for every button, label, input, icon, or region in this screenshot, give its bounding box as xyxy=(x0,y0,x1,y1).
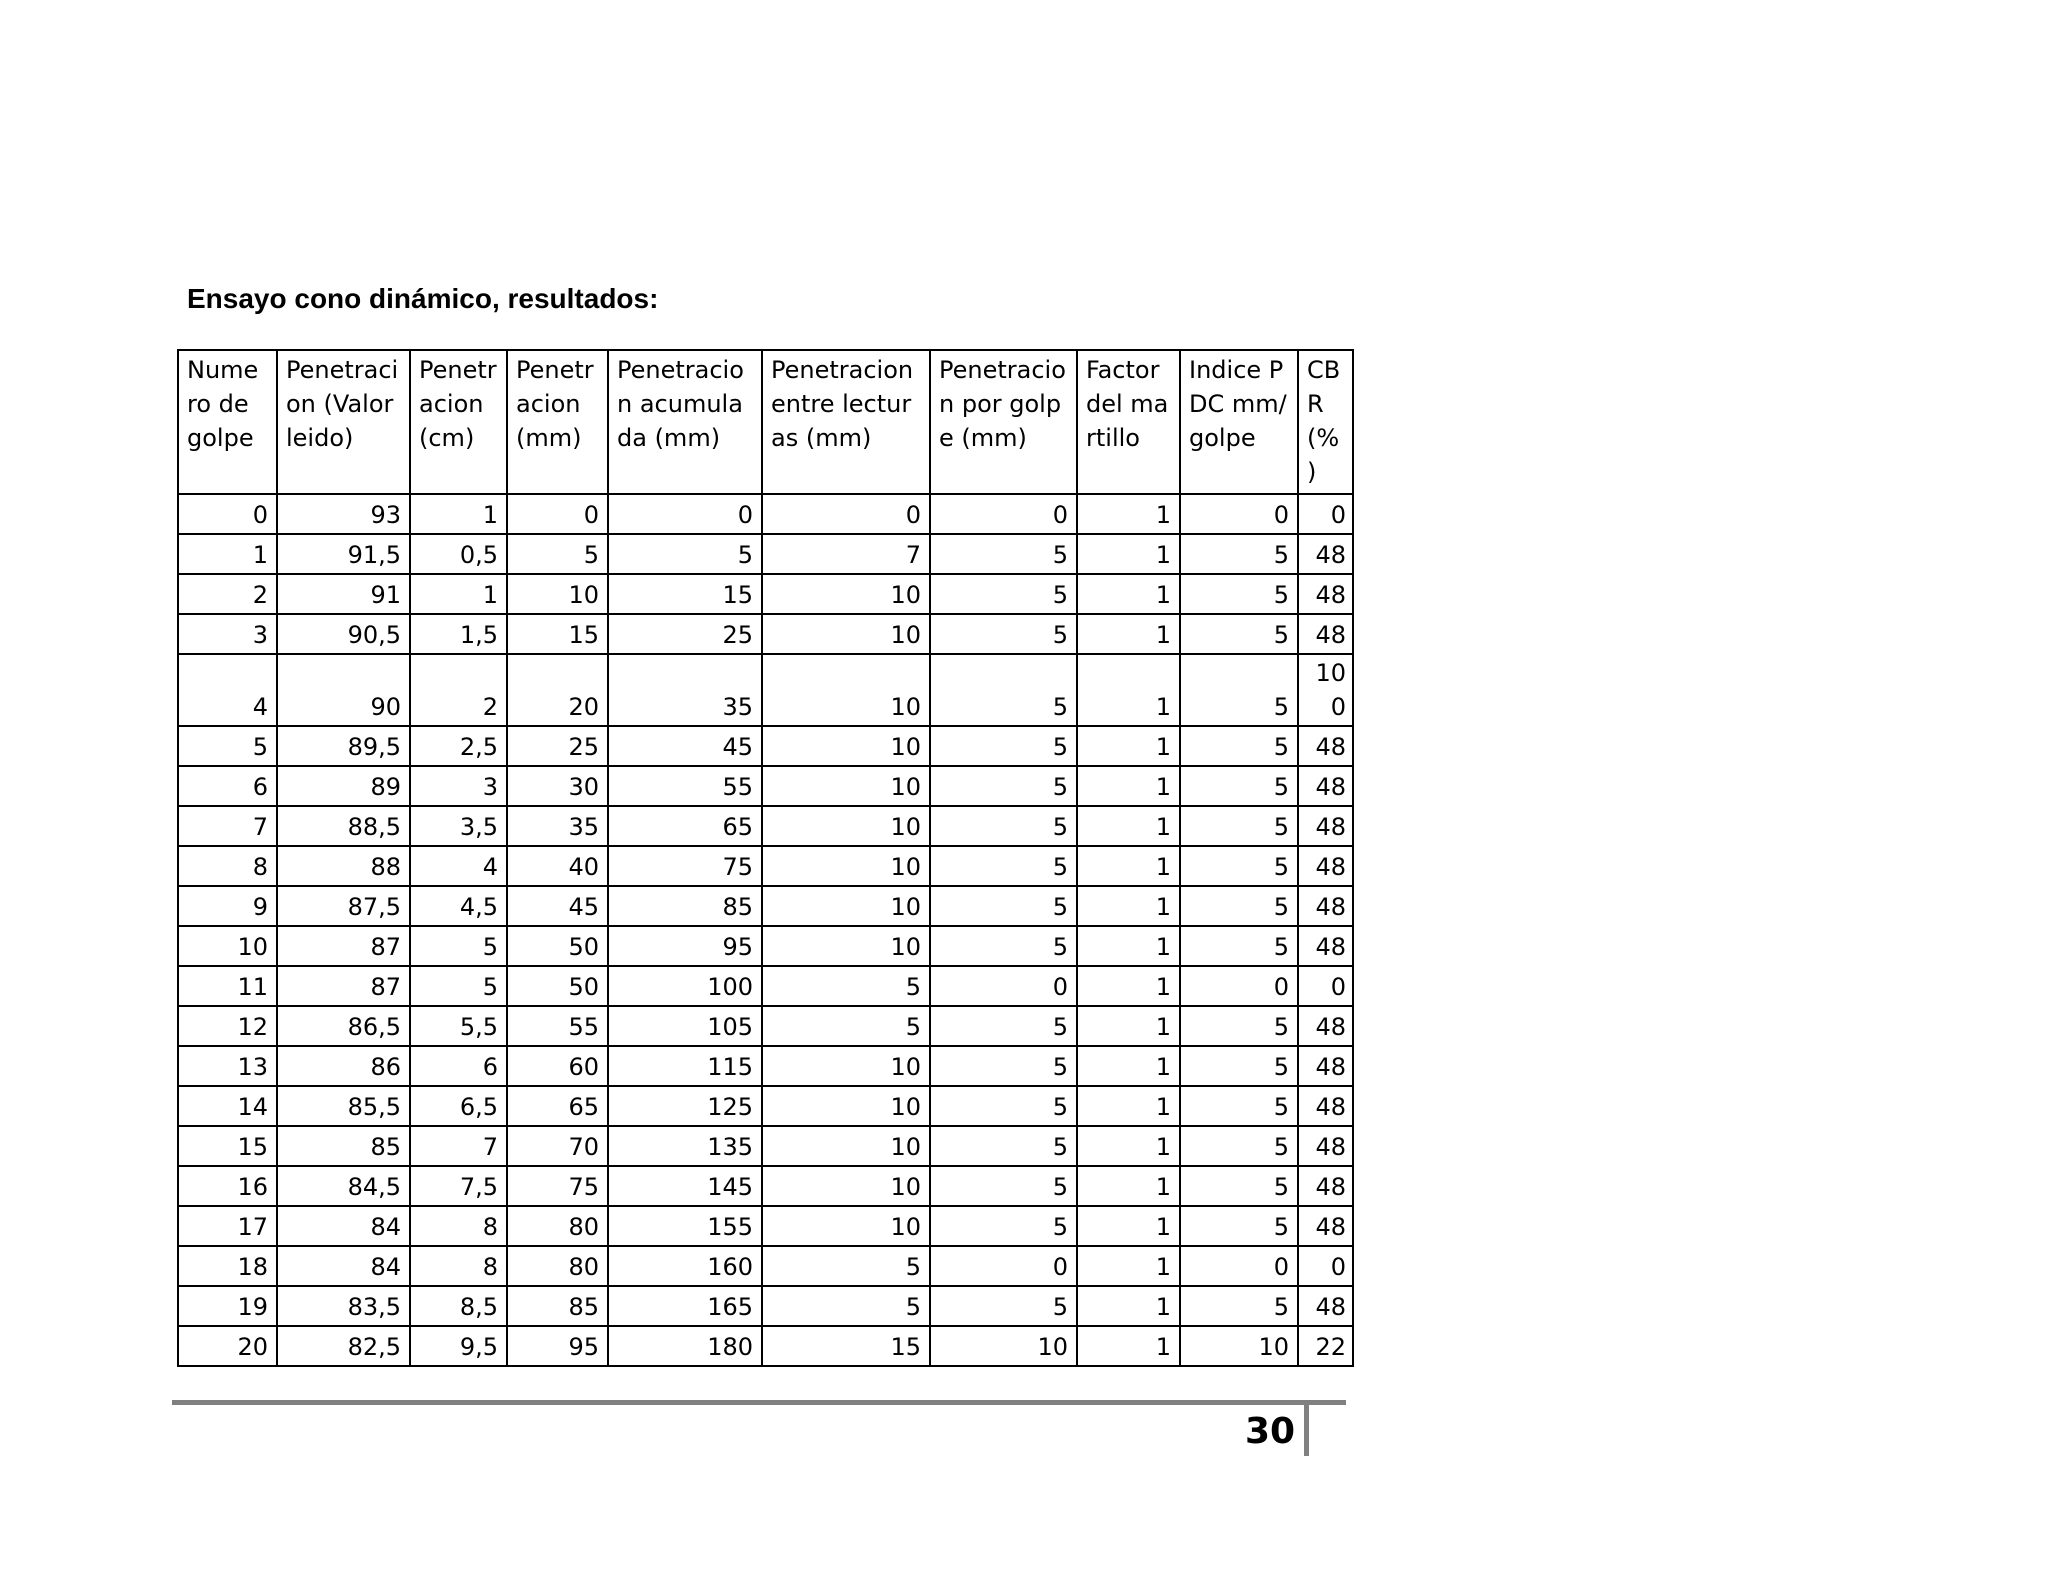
cell-penetracion-valor-leido: 90,5 xyxy=(277,614,410,654)
cell-penetracion-por-golpe: 5 xyxy=(930,1006,1077,1046)
cell-penetracion-valor-leido: 87 xyxy=(277,926,410,966)
cell-penetracion-cm: 5 xyxy=(410,966,507,1006)
cell-penetracion-cm: 3 xyxy=(410,766,507,806)
cell-cbr: 48 xyxy=(1298,846,1353,886)
cell-penetracion-entre-lecturas: 10 xyxy=(762,846,930,886)
results-table xyxy=(177,349,1354,1367)
cell-indice-pdc: 5 xyxy=(1180,534,1298,574)
cell-penetracion-mm: 30 xyxy=(507,766,608,806)
cell-indice-pdc: 5 xyxy=(1180,806,1298,846)
cell-indice-pdc: 5 xyxy=(1180,614,1298,654)
cell-penetracion-valor-leido: 89 xyxy=(277,766,410,806)
cell-penetracion-acumulada: 5 xyxy=(608,534,762,574)
cell-factor-del-martillo: 1 xyxy=(1077,1086,1180,1126)
cell-penetracion-valor-leido: 87,5 xyxy=(277,886,410,926)
cell-indice-pdc: 5 xyxy=(1180,1206,1298,1246)
cell-numero-de-golpe: 7 xyxy=(178,806,277,846)
cell-penetracion-valor-leido: 93 xyxy=(277,494,410,534)
cell-penetracion-acumulada: 180 xyxy=(608,1326,762,1366)
cell-penetracion-por-golpe: 5 xyxy=(930,926,1077,966)
cell-factor-del-martillo: 1 xyxy=(1077,766,1180,806)
cell-indice-pdc: 0 xyxy=(1180,1246,1298,1286)
cell-penetracion-por-golpe: 5 xyxy=(930,846,1077,886)
cell-numero-de-golpe: 0 xyxy=(178,494,277,534)
cell-indice-pdc: 10 xyxy=(1180,1326,1298,1366)
cell-factor-del-martillo: 1 xyxy=(1077,494,1180,534)
footer-tick xyxy=(1304,1400,1309,1456)
cell-penetracion-por-golpe: 0 xyxy=(930,494,1077,534)
cell-penetracion-por-golpe: 5 xyxy=(930,1166,1077,1206)
cell-penetracion-cm: 3,5 xyxy=(410,806,507,846)
cell-indice-pdc: 5 xyxy=(1180,1046,1298,1086)
cell-penetracion-acumulada: 100 xyxy=(608,966,762,1006)
cell-penetracion-valor-leido: 82,5 xyxy=(277,1326,410,1366)
cell-factor-del-martillo: 1 xyxy=(1077,926,1180,966)
cell-penetracion-acumulada: 160 xyxy=(608,1246,762,1286)
cell-cbr: 48 xyxy=(1298,614,1353,654)
table-row xyxy=(178,614,1353,654)
cell-numero-de-golpe: 10 xyxy=(178,926,277,966)
cell-penetracion-acumulada: 95 xyxy=(608,926,762,966)
header-penetracion-valor-leido: Penetracion (Valor leido) xyxy=(277,350,410,494)
cell-penetracion-por-golpe: 5 xyxy=(930,1286,1077,1326)
cell-penetracion-mm: 80 xyxy=(507,1246,608,1286)
cell-penetracion-valor-leido: 91 xyxy=(277,574,410,614)
cell-penetracion-cm: 4,5 xyxy=(410,886,507,926)
cell-factor-del-martillo: 1 xyxy=(1077,1126,1180,1166)
table-row xyxy=(178,806,1353,846)
cell-penetracion-entre-lecturas: 10 xyxy=(762,614,930,654)
cell-indice-pdc: 5 xyxy=(1180,886,1298,926)
cell-indice-pdc: 5 xyxy=(1180,654,1298,726)
cell-penetracion-cm: 5,5 xyxy=(410,1006,507,1046)
cell-penetracion-valor-leido: 88,5 xyxy=(277,806,410,846)
cell-penetracion-valor-leido: 91,5 xyxy=(277,534,410,574)
cell-penetracion-valor-leido: 84,5 xyxy=(277,1166,410,1206)
table-row xyxy=(178,1286,1353,1326)
cell-numero-de-golpe: 13 xyxy=(178,1046,277,1086)
cell-penetracion-entre-lecturas: 10 xyxy=(762,1046,930,1086)
cell-penetracion-mm: 15 xyxy=(507,614,608,654)
cell-penetracion-valor-leido: 88 xyxy=(277,846,410,886)
cell-penetracion-por-golpe: 0 xyxy=(930,1246,1077,1286)
cell-numero-de-golpe: 11 xyxy=(178,966,277,1006)
table-row xyxy=(178,846,1353,886)
cell-indice-pdc: 5 xyxy=(1180,1286,1298,1326)
cell-factor-del-martillo: 1 xyxy=(1077,846,1180,886)
cell-numero-de-golpe: 6 xyxy=(178,766,277,806)
cell-cbr: 100 xyxy=(1298,654,1353,726)
cell-penetracion-mm: 20 xyxy=(507,654,608,726)
cell-penetracion-mm: 75 xyxy=(507,1166,608,1206)
cell-penetracion-valor-leido: 85,5 xyxy=(277,1086,410,1126)
cell-factor-del-martillo: 1 xyxy=(1077,1326,1180,1366)
cell-penetracion-mm: 95 xyxy=(507,1326,608,1366)
cell-penetracion-acumulada: 115 xyxy=(608,1046,762,1086)
cell-penetracion-entre-lecturas: 5 xyxy=(762,966,930,1006)
cell-penetracion-mm: 50 xyxy=(507,926,608,966)
cell-penetracion-valor-leido: 84 xyxy=(277,1246,410,1286)
table-header-row xyxy=(178,350,1353,494)
cell-penetracion-acumulada: 25 xyxy=(608,614,762,654)
cell-indice-pdc: 0 xyxy=(1180,494,1298,534)
cell-indice-pdc: 5 xyxy=(1180,574,1298,614)
cell-penetracion-mm: 55 xyxy=(507,1006,608,1046)
cell-factor-del-martillo: 1 xyxy=(1077,1046,1180,1086)
cell-penetracion-cm: 2 xyxy=(410,654,507,726)
cell-cbr: 48 xyxy=(1298,1206,1353,1246)
header-factor-del-martillo: Factor del martillo xyxy=(1077,350,1180,494)
cell-cbr: 48 xyxy=(1298,574,1353,614)
table-row xyxy=(178,1166,1353,1206)
cell-penetracion-cm: 9,5 xyxy=(410,1326,507,1366)
cell-penetracion-acumulada: 155 xyxy=(608,1206,762,1246)
cell-penetracion-por-golpe: 5 xyxy=(930,1206,1077,1246)
cell-penetracion-acumulada: 65 xyxy=(608,806,762,846)
cell-cbr: 48 xyxy=(1298,1006,1353,1046)
cell-cbr: 48 xyxy=(1298,806,1353,846)
table-row xyxy=(178,1046,1353,1086)
footer-rule xyxy=(172,1400,1346,1405)
table-row xyxy=(178,574,1353,614)
cell-cbr: 48 xyxy=(1298,766,1353,806)
cell-cbr: 22 xyxy=(1298,1326,1353,1366)
table-row xyxy=(178,966,1353,1006)
cell-penetracion-mm: 65 xyxy=(507,1086,608,1126)
header-penetracion-cm: Penetracion (cm) xyxy=(410,350,507,494)
cell-numero-de-golpe: 20 xyxy=(178,1326,277,1366)
cell-penetracion-acumulada: 15 xyxy=(608,574,762,614)
cell-penetracion-mm: 5 xyxy=(507,534,608,574)
cell-penetracion-entre-lecturas: 10 xyxy=(762,574,930,614)
cell-penetracion-cm: 1,5 xyxy=(410,614,507,654)
cell-numero-de-golpe: 1 xyxy=(178,534,277,574)
cell-numero-de-golpe: 5 xyxy=(178,726,277,766)
cell-penetracion-entre-lecturas: 5 xyxy=(762,1006,930,1046)
cell-penetracion-entre-lecturas: 5 xyxy=(762,1246,930,1286)
cell-factor-del-martillo: 1 xyxy=(1077,1006,1180,1046)
cell-penetracion-cm: 8,5 xyxy=(410,1286,507,1326)
table-row xyxy=(178,1006,1353,1046)
cell-penetracion-entre-lecturas: 0 xyxy=(762,494,930,534)
cell-factor-del-martillo: 1 xyxy=(1077,1246,1180,1286)
cell-factor-del-martillo: 1 xyxy=(1077,726,1180,766)
cell-cbr: 0 xyxy=(1298,966,1353,1006)
cell-penetracion-mm: 40 xyxy=(507,846,608,886)
table-row xyxy=(178,534,1353,574)
cell-factor-del-martillo: 1 xyxy=(1077,966,1180,1006)
cell-penetracion-por-golpe: 5 xyxy=(930,886,1077,926)
header-penetracion-por-golpe: Penetracion por golpe (mm) xyxy=(930,350,1077,494)
cell-penetracion-entre-lecturas: 10 xyxy=(762,1086,930,1126)
cell-penetracion-mm: 25 xyxy=(507,726,608,766)
cell-factor-del-martillo: 1 xyxy=(1077,534,1180,574)
cell-numero-de-golpe: 9 xyxy=(178,886,277,926)
cell-cbr: 48 xyxy=(1298,1286,1353,1326)
cell-penetracion-entre-lecturas: 10 xyxy=(762,766,930,806)
cell-penetracion-acumulada: 135 xyxy=(608,1126,762,1166)
page-number: 30 xyxy=(1245,1411,1296,1452)
cell-numero-de-golpe: 19 xyxy=(178,1286,277,1326)
cell-indice-pdc: 5 xyxy=(1180,726,1298,766)
cell-penetracion-cm: 7 xyxy=(410,1126,507,1166)
cell-numero-de-golpe: 18 xyxy=(178,1246,277,1286)
table-row xyxy=(178,886,1353,926)
cell-penetracion-cm: 6,5 xyxy=(410,1086,507,1126)
cell-penetracion-valor-leido: 86 xyxy=(277,1046,410,1086)
cell-penetracion-por-golpe: 10 xyxy=(930,1326,1077,1366)
cell-cbr: 48 xyxy=(1298,1046,1353,1086)
cell-penetracion-entre-lecturas: 10 xyxy=(762,806,930,846)
cell-numero-de-golpe: 14 xyxy=(178,1086,277,1126)
cell-penetracion-valor-leido: 87 xyxy=(277,966,410,1006)
cell-indice-pdc: 5 xyxy=(1180,1126,1298,1166)
cell-cbr: 0 xyxy=(1298,494,1353,534)
cell-penetracion-valor-leido: 83,5 xyxy=(277,1286,410,1326)
cell-penetracion-entre-lecturas: 10 xyxy=(762,1126,930,1166)
cell-penetracion-por-golpe: 0 xyxy=(930,966,1077,1006)
cell-penetracion-acumulada: 35 xyxy=(608,654,762,726)
cell-penetracion-valor-leido: 90 xyxy=(277,654,410,726)
cell-penetracion-entre-lecturas: 15 xyxy=(762,1326,930,1366)
cell-factor-del-martillo: 1 xyxy=(1077,614,1180,654)
cell-numero-de-golpe: 2 xyxy=(178,574,277,614)
cell-penetracion-acumulada: 45 xyxy=(608,726,762,766)
cell-numero-de-golpe: 4 xyxy=(178,654,277,726)
cell-cbr: 48 xyxy=(1298,1126,1353,1166)
cell-indice-pdc: 5 xyxy=(1180,926,1298,966)
table-row xyxy=(178,1246,1353,1286)
table-row xyxy=(178,654,1353,726)
cell-cbr: 48 xyxy=(1298,886,1353,926)
cell-factor-del-martillo: 1 xyxy=(1077,1286,1180,1326)
cell-numero-de-golpe: 16 xyxy=(178,1166,277,1206)
cell-factor-del-martillo: 1 xyxy=(1077,654,1180,726)
table-row xyxy=(178,1086,1353,1126)
cell-penetracion-mm: 45 xyxy=(507,886,608,926)
cell-penetracion-mm: 10 xyxy=(507,574,608,614)
cell-numero-de-golpe: 8 xyxy=(178,846,277,886)
cell-penetracion-cm: 2,5 xyxy=(410,726,507,766)
cell-cbr: 48 xyxy=(1298,534,1353,574)
cell-numero-de-golpe: 17 xyxy=(178,1206,277,1246)
cell-penetracion-entre-lecturas: 10 xyxy=(762,1206,930,1246)
cell-penetracion-acumulada: 125 xyxy=(608,1086,762,1126)
cell-penetracion-por-golpe: 5 xyxy=(930,1046,1077,1086)
cell-penetracion-entre-lecturas: 10 xyxy=(762,926,930,966)
cell-penetracion-mm: 0 xyxy=(507,494,608,534)
cell-penetracion-acumulada: 55 xyxy=(608,766,762,806)
page-title: Ensayo cono dinámico, resultados: xyxy=(187,283,659,314)
cell-penetracion-cm: 1 xyxy=(410,494,507,534)
header-penetracion-entre-lecturas: Penetracion entre lecturas (mm) xyxy=(762,350,930,494)
cell-indice-pdc: 5 xyxy=(1180,1006,1298,1046)
cell-factor-del-martillo: 1 xyxy=(1077,574,1180,614)
cell-penetracion-acumulada: 85 xyxy=(608,886,762,926)
header-cbr: CBR (%) xyxy=(1298,350,1353,494)
cell-penetracion-mm: 70 xyxy=(507,1126,608,1166)
cell-penetracion-acumulada: 145 xyxy=(608,1166,762,1206)
cell-penetracion-mm: 80 xyxy=(507,1206,608,1246)
cell-penetracion-cm: 0,5 xyxy=(410,534,507,574)
cell-numero-de-golpe: 15 xyxy=(178,1126,277,1166)
cell-penetracion-cm: 1 xyxy=(410,574,507,614)
cell-indice-pdc: 0 xyxy=(1180,966,1298,1006)
header-indice-pdc: Indice PDC mm/golpe xyxy=(1180,350,1298,494)
cell-penetracion-mm: 60 xyxy=(507,1046,608,1086)
cell-penetracion-cm: 8 xyxy=(410,1246,507,1286)
cell-penetracion-por-golpe: 5 xyxy=(930,726,1077,766)
cell-penetracion-por-golpe: 5 xyxy=(930,766,1077,806)
cell-penetracion-entre-lecturas: 10 xyxy=(762,654,930,726)
cell-penetracion-cm: 6 xyxy=(410,1046,507,1086)
cell-penetracion-entre-lecturas: 10 xyxy=(762,886,930,926)
cell-cbr: 0 xyxy=(1298,1246,1353,1286)
cell-cbr: 48 xyxy=(1298,926,1353,966)
cell-penetracion-por-golpe: 5 xyxy=(930,574,1077,614)
cell-penetracion-entre-lecturas: 5 xyxy=(762,1286,930,1326)
cell-indice-pdc: 5 xyxy=(1180,1166,1298,1206)
cell-factor-del-martillo: 1 xyxy=(1077,806,1180,846)
cell-penetracion-entre-lecturas: 10 xyxy=(762,1166,930,1206)
cell-numero-de-golpe: 12 xyxy=(178,1006,277,1046)
table-row xyxy=(178,1326,1353,1366)
cell-penetracion-por-golpe: 5 xyxy=(930,614,1077,654)
cell-penetracion-valor-leido: 85 xyxy=(277,1126,410,1166)
table-row xyxy=(178,766,1353,806)
table-row xyxy=(178,1206,1353,1246)
cell-penetracion-cm: 8 xyxy=(410,1206,507,1246)
header-penetracion-mm: Penetracion (mm) xyxy=(507,350,608,494)
table-row xyxy=(178,926,1353,966)
cell-indice-pdc: 5 xyxy=(1180,766,1298,806)
cell-penetracion-acumulada: 105 xyxy=(608,1006,762,1046)
cell-cbr: 48 xyxy=(1298,1086,1353,1126)
cell-numero-de-golpe: 3 xyxy=(178,614,277,654)
cell-penetracion-por-golpe: 5 xyxy=(930,1086,1077,1126)
cell-cbr: 48 xyxy=(1298,726,1353,766)
cell-penetracion-mm: 50 xyxy=(507,966,608,1006)
table-row xyxy=(178,1126,1353,1166)
cell-penetracion-por-golpe: 5 xyxy=(930,534,1077,574)
cell-indice-pdc: 5 xyxy=(1180,846,1298,886)
cell-indice-pdc: 5 xyxy=(1180,1086,1298,1126)
cell-penetracion-por-golpe: 5 xyxy=(930,1126,1077,1166)
cell-penetracion-entre-lecturas: 10 xyxy=(762,726,930,766)
cell-penetracion-por-golpe: 5 xyxy=(930,806,1077,846)
cell-factor-del-martillo: 1 xyxy=(1077,1166,1180,1206)
cell-penetracion-acumulada: 165 xyxy=(608,1286,762,1326)
cell-penetracion-cm: 5 xyxy=(410,926,507,966)
cell-factor-del-martillo: 1 xyxy=(1077,1206,1180,1246)
header-penetracion-acumulada: Penetracion acumulada (mm) xyxy=(608,350,762,494)
cell-penetracion-acumulada: 75 xyxy=(608,846,762,886)
table-row xyxy=(178,726,1353,766)
header-numero-de-golpe: Numero de golpe xyxy=(178,350,277,494)
cell-penetracion-por-golpe: 5 xyxy=(930,654,1077,726)
cell-penetracion-cm: 4 xyxy=(410,846,507,886)
cell-penetracion-cm: 7,5 xyxy=(410,1166,507,1206)
cell-penetracion-acumulada: 0 xyxy=(608,494,762,534)
table-row xyxy=(178,494,1353,534)
table-body xyxy=(178,494,1353,1366)
cell-factor-del-martillo: 1 xyxy=(1077,886,1180,926)
cell-cbr: 48 xyxy=(1298,1166,1353,1206)
cell-penetracion-mm: 35 xyxy=(507,806,608,846)
cell-penetracion-entre-lecturas: 7 xyxy=(762,534,930,574)
cell-penetracion-valor-leido: 86,5 xyxy=(277,1006,410,1046)
cell-penetracion-valor-leido: 89,5 xyxy=(277,726,410,766)
cell-penetracion-mm: 85 xyxy=(507,1286,608,1326)
cell-penetracion-valor-leido: 84 xyxy=(277,1206,410,1246)
